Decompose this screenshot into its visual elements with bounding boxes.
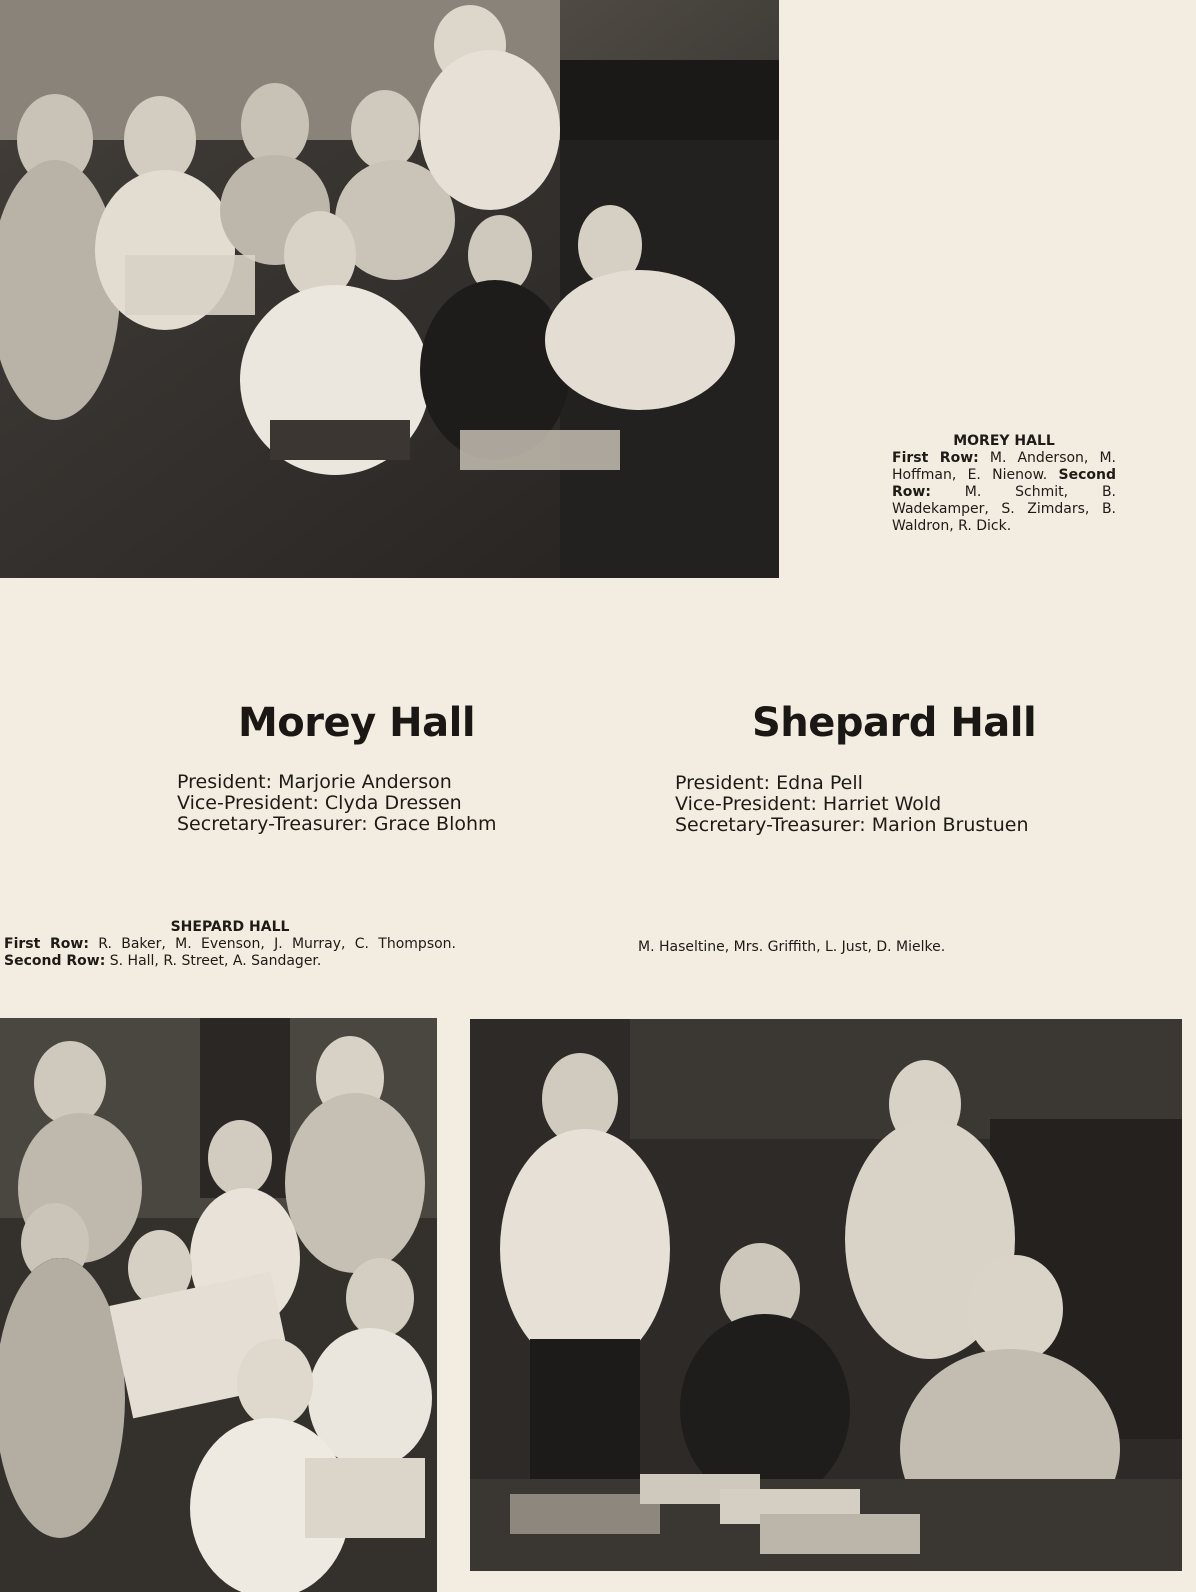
caption-heading: SHEPARD HALL [170,919,290,935]
officer-president: President: Marjorie Anderson [177,771,452,793]
first-row-label: First Row: [892,450,979,466]
officer-president: President: Edna Pell [675,772,863,794]
shepard-hall-photo-caption [4,919,456,970]
second-row-label: Second Row: [892,467,1116,500]
morey-hall-photo-caption [892,433,1116,535]
shepard-hall-title: Shepard Hall [752,700,1037,746]
first-row-names: R. Baker, M. Evenson, J. Murray, C. Thompson. [98,936,457,952]
officer-secretary-treasurer: Secretary-Treasurer: Marion Brustuen [675,814,1029,836]
second-row-names: M. Schmit, B. Wadekamper, S. Zimdars, B. Waldron, R. Dick. [892,484,1116,534]
second-row-names: S. Hall, R. Street, A. Sandager. [109,953,322,969]
morey-hall-officers [177,772,497,835]
shepard-hall-officers [675,773,1029,836]
officer-secretary-treasurer: Secretary-Treasurer: Grace Blohm [177,813,497,835]
morey-hall-title: Morey Hall [238,700,476,746]
morey-hall-group-photo [0,0,779,578]
officer-vice-president: Vice-President: Harriet Wold [675,793,942,815]
officer-vice-president: Vice-President: Clyda Dressen [177,792,462,814]
faculty-group-photo [470,1019,1182,1571]
first-row-names: M. Anderson, M. Hoffman, E. Nienow. [892,450,1116,483]
faculty-photo-caption: M. Haseltine, Mrs. Griffith, L. Just, D. Mielke. [638,939,946,955]
first-row-label: First Row: [4,936,89,952]
second-row-label: Second Row: [4,953,106,969]
caption-heading: MOREY HALL [953,433,1055,449]
shepard-hall-group-photo [0,1018,437,1592]
